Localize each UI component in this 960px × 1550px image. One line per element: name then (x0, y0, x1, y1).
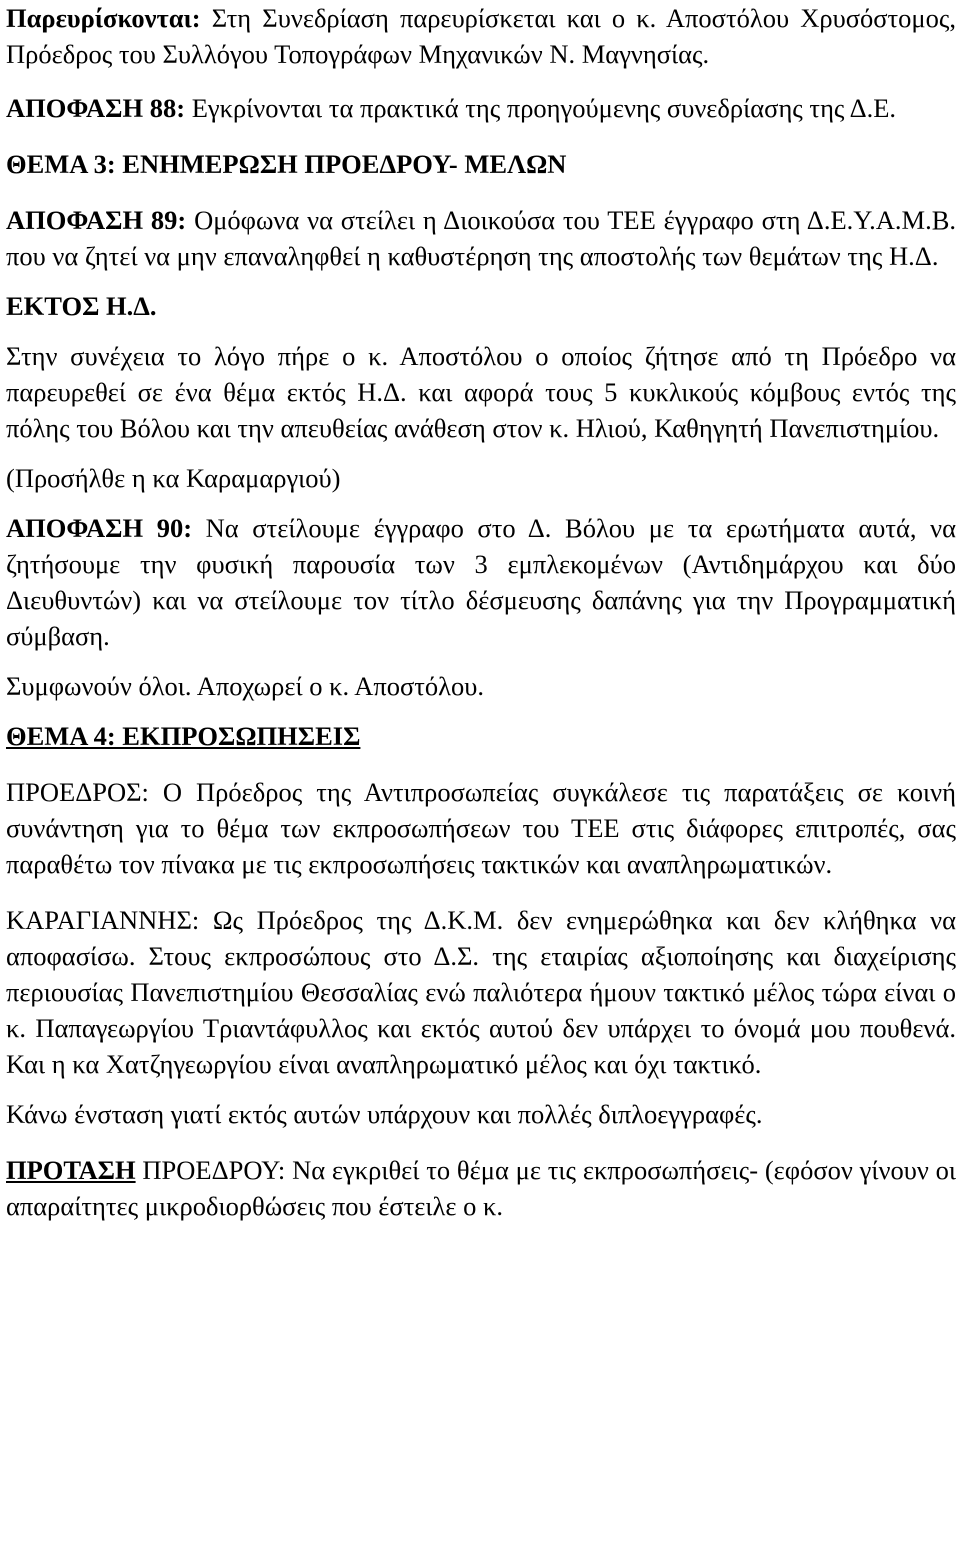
attendees-label: Παρευρίσκονται: (6, 3, 201, 33)
proposal-label: ΠΡΟΤΑΣΗ (6, 1155, 136, 1185)
decision-89-label: ΑΠΟΦΑΣΗ 89: (6, 205, 187, 235)
president-statement: ΠΡΟΕΔΡΟΣ: Ο Πρόεδρος της Αντιπροσωπείας συγκάλεσε τις παρατάξεις σε κοινή συνάντηση για το θέμα των εκπροσωπήσεων του ΤΕΕ στις διάφορες επιτροπές, σας παραθέτω τον πίνακα με τις εκπροσωπήσεις τακτικών και αναπληρωματικών. (6, 777, 956, 879)
attendees-paragraph (6, 0, 956, 72)
arrival-note: (Προσήλθε η κα Καραμαργιού) (6, 463, 341, 493)
decision-90-paragraph (6, 510, 956, 654)
proposal-text: ΠΡΟΕΔΡΟΥ: Να εγκριθεί το θέμα με τις εκπροσωπήσεις- (εφόσον γίνουν οι απαραίτητες μικροδιορθώσεις που έστειλε ο κ. (6, 1155, 956, 1221)
decision-90-label: ΑΠΟΦΑΣΗ 90: (6, 513, 193, 543)
outside-agenda-paragraph: Στην συνέχεια το λόγο πήρε ο κ. Αποστόλου ο οποίος ζήτησε από τη Πρόεδρο να παρευρεθεί σε ένα θέμα εκτός Η.Δ. και αφορά τους 5 κυκλικούς κόμβους εντός της πόλης του Βόλου και την απευθείας ανάθεση στον κ. Ηλιού, Καθηγητή Πανεπιστημίου. (6, 341, 956, 443)
decision-88-paragraph (6, 90, 956, 126)
agreement-note: Συμφωνούν όλοι. Αποχωρεί ο κ. Αποστόλου. (6, 671, 485, 701)
karagiannis-statement: ΚΑΡΑΓΙΑΝΝΗΣ: Ως Πρόεδρος της Δ.Κ.Μ. δεν ενημερώθηκα και δεν κλήθηκα να αποφασίσω. Στους εκπροσώπους στο Δ.Σ. της εταιρίας αξιοποίησης και διαχείρισης περιουσίας Πανεπιστημίου Θεσσαλίας ενώ παλιότερα ήμουν τακτικό μέλος τώρα είναι ο κ. Παπαγεωργίου Τριαντάφυλλος και εκτός αυτού δεν υπάρχει το όνομά μου πουθενά. Και η κα Χατζηγεωργίου είναι αναπληρωματικό μέλος και όχι τακτικό. (6, 905, 956, 1079)
decision-90-text: Να στείλουμε έγγραφο στο Δ. Βόλου με τα ερωτήματα αυτά, να ζητήσουμε την φυσική παρουσία των 3 εμπλεκομένων (Αντιδημάρχου και δύο Διευθυντών) και να στείλουμε τον τίτλο δέσμευσης δαπάνης για την Προγραμματική σύμβαση. (6, 513, 957, 651)
topic-4-heading: ΘΕΜΑ 4: ΕΚΠΡΟΣΩΠΗΣΕΙΣ (6, 721, 361, 751)
president-proposal-paragraph (6, 1152, 956, 1224)
decision-88-label: ΑΠΟΦΑΣΗ 88: (6, 93, 186, 123)
attendees-text: Στη Συνεδρίαση παρευρίσκεται και ο κ. Αποστόλου Χρυσόστομος, Πρόεδρος του Συλλόγου Τοπογράφων Μηχανικών Ν. Μαγνησίας. (6, 3, 956, 69)
decision-88-text: Εγκρίνονται τα πρακτικά της προηγούμενης συνεδρίασης της Δ.Ε. (185, 93, 897, 123)
topic-3-heading: ΘΕΜΑ 3: ΕΝΗΜΕΡΩΣΗ ΠΡΟΕΔΡΟΥ- ΜΕΛΩΝ (6, 149, 567, 179)
outside-agenda-heading: ΕΚΤΟΣ Η.Δ. (6, 291, 157, 321)
decision-89-paragraph (6, 202, 956, 274)
objection-note: Κάνω ένσταση γιατί εκτός αυτών υπάρχουν και πολλές διπλοεγγραφές. (6, 1099, 763, 1129)
decision-89-text: Ομόφωνα να στείλει η Διοικούσα του ΤΕΕ έγγραφο στη Δ.Ε.Υ.Α.Μ.Β. που να ζητεί να μην επαναληφθεί η καθυστέρηση της αποστολής των θεμάτων της Η.Δ. (6, 205, 956, 271)
